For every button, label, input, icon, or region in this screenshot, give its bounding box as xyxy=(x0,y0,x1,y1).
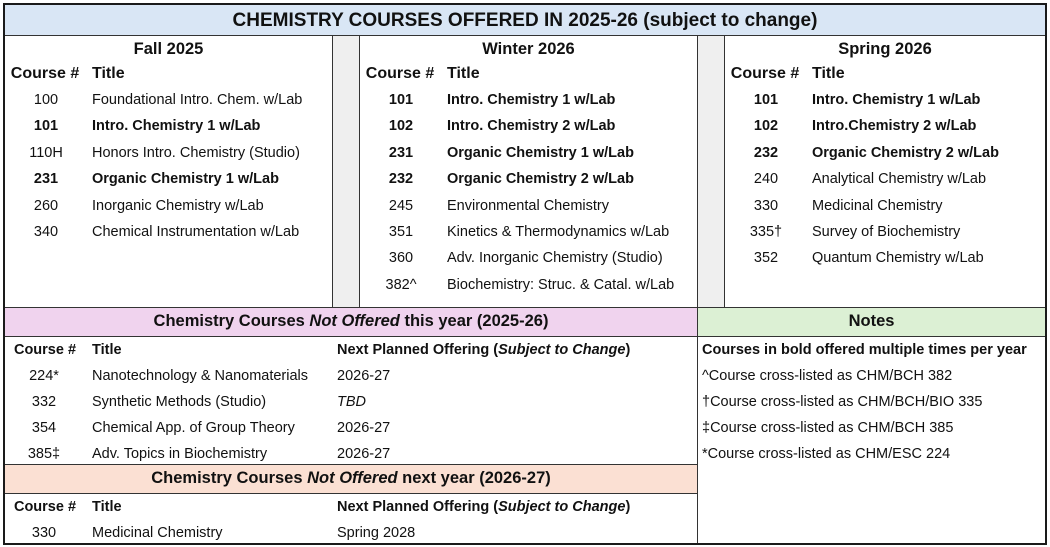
course-number: 354 xyxy=(31,420,57,436)
course-number: 245 xyxy=(388,197,414,214)
course-title: Chemical Instrumentation w/Lab xyxy=(92,223,300,240)
course-number: 101 xyxy=(33,118,59,135)
term-spring xyxy=(725,36,1045,307)
course-row xyxy=(5,415,697,441)
course-number: 231 xyxy=(33,171,59,188)
course-row xyxy=(5,363,697,389)
course-number: 240 xyxy=(753,171,779,188)
term-winter xyxy=(360,36,697,307)
not-offered-next-year xyxy=(5,464,697,543)
course-row xyxy=(5,193,332,219)
course-title: Synthetic Methods (Studio) xyxy=(92,394,267,410)
course-number: 101 xyxy=(388,92,414,108)
section-heading: Chemistry Courses Not Offered this year (2025-26) xyxy=(5,307,697,337)
course-row xyxy=(5,520,697,546)
term-heading: Winter 2026 xyxy=(482,40,575,58)
column-headers: Course # Title Next Planned Offering (Subject to Change) xyxy=(13,342,631,358)
course-row xyxy=(725,113,1045,139)
course-title: Nanotechnology & Nanomaterials xyxy=(92,368,309,384)
term-heading: Spring 2026 xyxy=(838,40,932,58)
course-title: Environmental Chemistry xyxy=(447,197,609,214)
course-number: 385‡ xyxy=(27,446,61,462)
note-item: ^Course cross-listed as CHM/BCH 382 xyxy=(702,368,953,384)
course-row xyxy=(5,87,332,113)
col-title: Title xyxy=(92,65,125,82)
course-title: Inorganic Chemistry w/Lab xyxy=(92,197,264,214)
course-title: Organic Chemistry 1 w/Lab xyxy=(92,171,279,188)
course-title: Chemical App. of Group Theory xyxy=(92,420,295,436)
course-row xyxy=(360,87,697,113)
course-row xyxy=(360,166,697,192)
course-row xyxy=(360,193,697,219)
course-title: Medicinal Chemistry xyxy=(92,525,223,541)
col-course: Course # xyxy=(730,65,800,82)
col-title: Title xyxy=(447,65,480,82)
course-row xyxy=(5,140,332,166)
course-number: 382^ xyxy=(385,276,417,293)
course-title: Biochemistry: Struc. & Catal. w/Lab xyxy=(447,276,675,293)
next-offering: 2026-27 xyxy=(337,420,391,436)
course-title: Foundational Intro. Chem. w/Lab xyxy=(92,92,303,108)
page-title: CHEMISTRY COURSES OFFERED IN 2025-26 (subject to change) xyxy=(5,5,1045,36)
course-title: Kinetics & Thermodynamics w/Lab xyxy=(447,223,670,240)
course-number: 224* xyxy=(29,368,59,384)
course-row xyxy=(360,272,697,298)
course-number: 335† xyxy=(749,223,783,240)
course-title: Intro. Chemistry 1 w/Lab xyxy=(92,118,261,135)
column-headers: Course # Title Next Planned Offering (Subject to Change) xyxy=(13,499,631,515)
course-title: Adv. Topics in Biochemistry xyxy=(92,446,268,462)
course-number: 100 xyxy=(33,92,59,108)
section-heading: Chemistry Courses Not Offered next year (2026-27) xyxy=(5,464,697,494)
next-offering: 2026-27 xyxy=(337,446,391,462)
course-number: 352 xyxy=(753,250,779,267)
course-title: Quantum Chemistry w/Lab xyxy=(812,250,984,267)
course-number: 101 xyxy=(753,92,779,108)
course-row xyxy=(725,166,1045,192)
course-title: Organic Chemistry 2 w/Lab xyxy=(447,171,634,188)
course-title: Intro. Chemistry 1 w/Lab xyxy=(447,92,616,108)
course-row xyxy=(360,113,697,139)
course-row xyxy=(360,219,697,245)
course-row xyxy=(360,245,697,271)
column-spacer xyxy=(332,36,360,307)
column-spacer xyxy=(697,36,725,307)
course-number: 232 xyxy=(753,144,779,161)
term-heading: Fall 2025 xyxy=(133,40,204,58)
notes-panel xyxy=(697,307,1045,543)
not-offered-this-year xyxy=(5,307,697,464)
course-row xyxy=(725,87,1045,113)
term-fall xyxy=(5,36,332,307)
course-title: Intro.Chemistry 2 w/Lab xyxy=(812,118,977,135)
course-title: Medicinal Chemistry xyxy=(812,197,943,214)
course-number: 260 xyxy=(33,197,59,214)
course-number: 330 xyxy=(753,197,779,214)
course-row xyxy=(725,140,1045,166)
course-row xyxy=(725,245,1045,271)
course-title: Intro. Chemistry 1 w/Lab xyxy=(812,92,981,108)
course-row xyxy=(5,389,697,415)
course-number: 231 xyxy=(388,144,414,161)
course-row xyxy=(725,193,1045,219)
course-number: 110H xyxy=(29,144,63,161)
course-number: 360 xyxy=(388,250,414,267)
course-title: Honors Intro. Chemistry (Studio) xyxy=(92,144,300,161)
course-number: 102 xyxy=(753,118,779,135)
course-title: Adv. Inorganic Chemistry (Studio) xyxy=(447,250,663,267)
course-title: Survey of Biochemistry xyxy=(812,223,961,240)
next-offering: TBD xyxy=(337,394,366,410)
course-row xyxy=(5,113,332,139)
course-title: Intro. Chemistry 2 w/Lab xyxy=(447,118,616,135)
course-number: 102 xyxy=(388,118,414,135)
course-number: 340 xyxy=(33,223,59,240)
next-offering: Spring 2028 xyxy=(337,525,416,541)
course-title: Organic Chemistry 1 w/Lab xyxy=(447,144,634,161)
col-course: Course # xyxy=(10,65,80,82)
course-title: Analytical Chemistry w/Lab xyxy=(812,171,987,188)
course-number: 332 xyxy=(31,394,57,410)
bold-note: Courses in bold offered multiple times per year xyxy=(702,342,1027,358)
note-item: †Course cross-listed as CHM/BCH/BIO 335 xyxy=(702,394,983,410)
course-number: 232 xyxy=(388,171,414,188)
course-title: Organic Chemistry 2 w/Lab xyxy=(812,144,999,161)
course-row xyxy=(725,219,1045,245)
course-row xyxy=(5,166,332,192)
course-number: 351 xyxy=(388,223,414,240)
course-schedule-table xyxy=(3,3,1047,545)
next-offering: 2026-27 xyxy=(337,368,391,384)
col-title: Title xyxy=(812,65,845,82)
note-item: ‡Course cross-listed as CHM/BCH 385 xyxy=(702,420,954,436)
course-row xyxy=(5,219,332,245)
col-course: Course # xyxy=(365,65,435,82)
note-item: *Course cross-listed as CHM/ESC 224 xyxy=(702,446,951,462)
notes-heading: Notes xyxy=(698,307,1045,337)
course-row xyxy=(360,140,697,166)
course-number: 330 xyxy=(31,525,57,541)
